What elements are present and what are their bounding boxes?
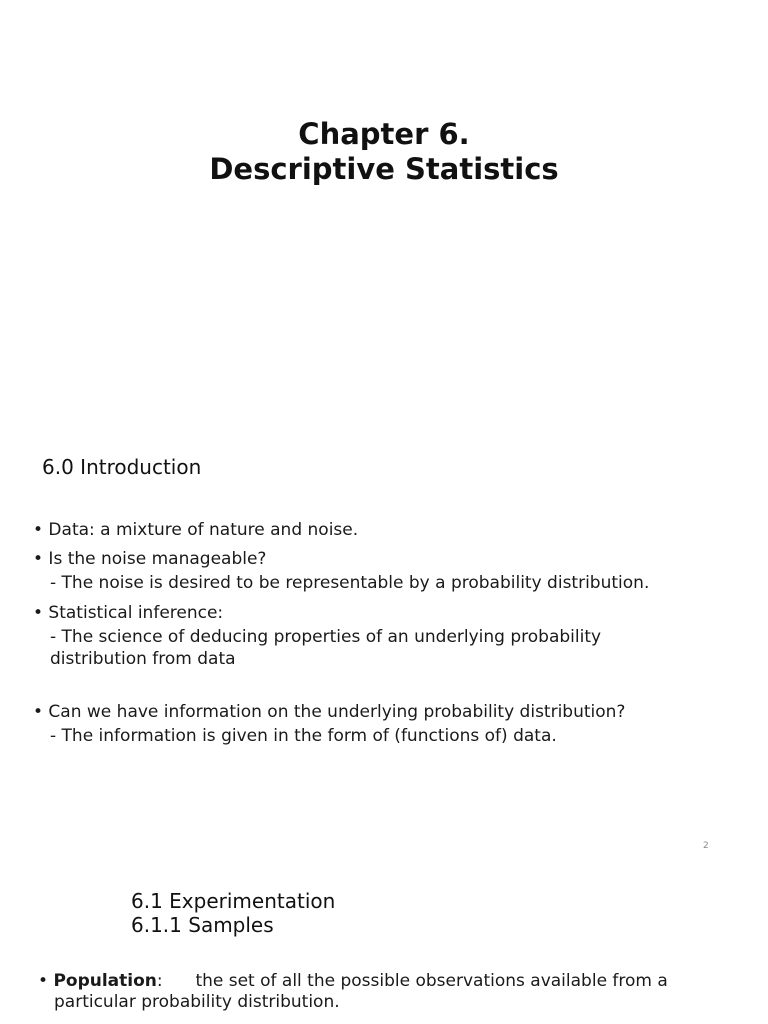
term-colon: :: [156, 971, 163, 991]
bullet-line: • Statistical inference:: [33, 603, 224, 623]
chapter-title-line-2: Descriptive Statistics: [209, 152, 559, 186]
bullet: •: [38, 971, 49, 991]
bullet-line: • Is the noise manageable?: [33, 549, 267, 569]
sub-line: distribution from data: [50, 649, 236, 669]
population-definition-continuation: particular probability distribution.: [54, 992, 340, 1012]
section-heading-samples: 6.1.1 Samples: [131, 913, 274, 937]
section-heading-introduction: 6.0 Introduction: [42, 455, 202, 479]
population-definition-text: the set of all the possible observations available from a: [195, 971, 668, 991]
population-definition: [38, 970, 668, 992]
sub-line: - The noise is desired to be representable by a probability distribution.: [50, 573, 650, 593]
bullet-line: • Data: a mixture of nature and noise.: [33, 520, 359, 540]
sub-line: - The science of deducing properties of an underlying probability: [50, 627, 602, 647]
page-number: 2: [703, 841, 709, 851]
chapter-title-line-1: Chapter 6.: [298, 117, 470, 151]
population-term: Population: [53, 971, 157, 991]
sub-line: - The information is given in the form of (functions of) data.: [50, 726, 557, 746]
bullet-line: • Can we have information on the underlying probability distribution?: [33, 702, 626, 722]
section-heading-experimentation: 6.1 Experimentation: [131, 889, 336, 913]
